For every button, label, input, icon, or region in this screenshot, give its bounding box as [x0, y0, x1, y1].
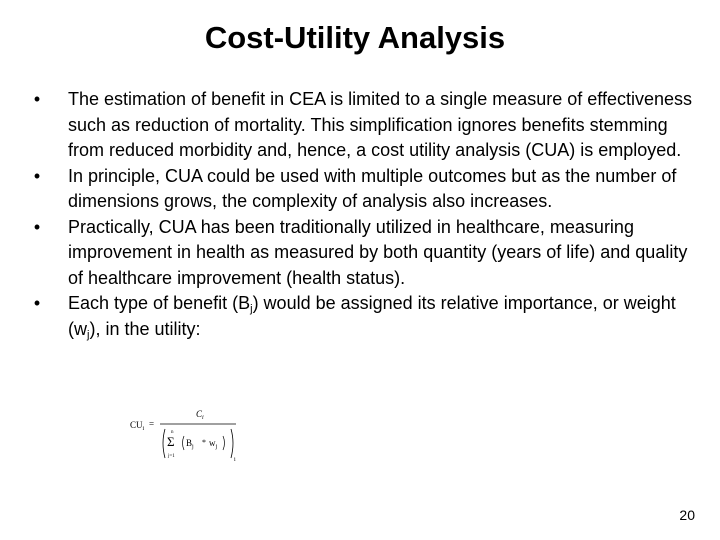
svg-text:*: *: [202, 438, 206, 447]
bullet-text: The estimation of benefit in CEA is limited to a single measure of effectiveness such as reduction of mortality. This simplification ignores benefits stemming from reduced morbidity and, hence, a cost utility analysis (CUA) is employed.: [68, 89, 692, 160]
sigma-icon: Σ: [167, 434, 175, 449]
outer-sub: i: [234, 457, 236, 463]
bullet-marker: •: [33, 216, 41, 237]
bullet-text: Practically, CUA has been traditionally utilized in healthcare, measuring improvement in health as measured by both quantity (years of life) and quality of healthcare improvement (health status).: [68, 216, 688, 288]
bullet-text: Each type of benefit $(B_j)$ would be assigned its relative importance, or weight $(w_j)$, in the utility:: [68, 293, 676, 341]
right-paren: [231, 429, 233, 458]
term-w: $w_j$: [209, 438, 218, 450]
sum-upper: n: [171, 430, 174, 435]
svg-text:=: =: [149, 419, 155, 429]
slide-title: Cost-Utility Analysis: [204, 20, 506, 55]
bullet-item: [30, 87, 700, 164]
page-number: 20: [679, 507, 695, 523]
bullet-marker: •: [33, 293, 41, 313]
bullet-item: [30, 164, 700, 215]
bullet-marker: •: [33, 165, 41, 186]
formula-numerator: $C_i$: [196, 409, 204, 421]
left-paren: [163, 429, 165, 458]
formula-lhs: $CU_i$: [130, 420, 145, 432]
bullet-list: [30, 87, 700, 342]
term-b: $B_j$: [186, 438, 194, 450]
cost-utility-formula: [128, 405, 248, 465]
bullet-item: [30, 291, 700, 342]
bullet-item: [30, 215, 700, 292]
sum-lower: j=1: [168, 454, 175, 459]
bullet-marker: •: [33, 89, 41, 109]
bullet-text: In principle, CUA could be used with multiple outcomes but as the number of dimensions grows, the complexity of analysis also increases.: [68, 165, 677, 211]
